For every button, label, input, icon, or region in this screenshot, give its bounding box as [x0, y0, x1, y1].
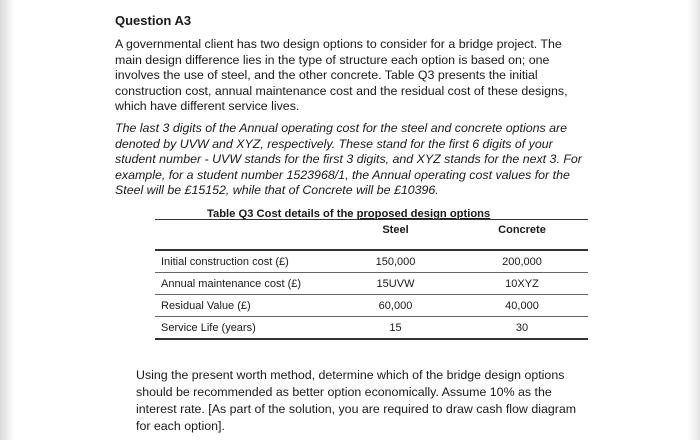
header-concrete: Concrete [456, 220, 588, 241]
steel-value: 150,000 [335, 250, 456, 273]
row-label: Annual maintenance cost (£) [155, 273, 335, 295]
concrete-value: 200,000 [456, 250, 588, 273]
steel-value: 60,000 [335, 295, 456, 317]
page-edge-shadow-left [0, 0, 14, 440]
cost-details-table [155, 219, 588, 340]
concrete-value: 40,000 [456, 295, 588, 317]
table-row [155, 273, 588, 295]
question-heading: Question A3 [115, 13, 192, 28]
table-header-row [155, 220, 588, 241]
intro-paragraph: A governmental client has two design options to consider for a bridge project. The main design difference lies in the type of structure each option is based on; one involves the use of steel, and the other concrete. Table Q3 presents the initial construction cost, annual maintenance cost and the residual cost of these designs, which have different service lives. [115, 37, 568, 113]
table-row [155, 317, 588, 340]
header-steel: Steel [335, 220, 456, 241]
header-blank [155, 220, 335, 241]
table-spacer-row [155, 240, 588, 250]
row-label: Service Life (years) [155, 317, 335, 340]
table-caption-prefix: Table Q3 Cost details of the [207, 208, 357, 220]
concrete-value: 30 [456, 317, 588, 340]
table-row [155, 295, 588, 317]
task-paragraph: Using the present worth method, determine which of the bridge design options should be recommended as better option economically. Assume 10% as the interest rate. [As part of the solution, you are required to draw cash flow diagram for each option]. [136, 368, 577, 433]
row-label: Residual Value (£) [155, 295, 335, 317]
concrete-value: 10XYZ [456, 273, 588, 295]
table-caption-underlined: proposed design options [356, 208, 491, 220]
row-label: Initial construction cost (£) [155, 250, 335, 273]
steel-value: 15 [335, 317, 456, 340]
table-row [155, 250, 588, 273]
steel-value: 15UVW [335, 273, 456, 295]
page-edge-shadow-right [688, 0, 700, 440]
student-number-instructions: The last 3 digits of the Annual operating cost for the steel and concrete options are denoted by UVW and XYZ, respectively. These stand for the first 6 digits of your student number - UVW stands for the first 3 digits, and XYZ stands for the next 3. For example, for a student number 1523968/1, the Annual operating cost values for the Steel will be £15152, while that of Concrete will be £10396. [115, 121, 582, 197]
